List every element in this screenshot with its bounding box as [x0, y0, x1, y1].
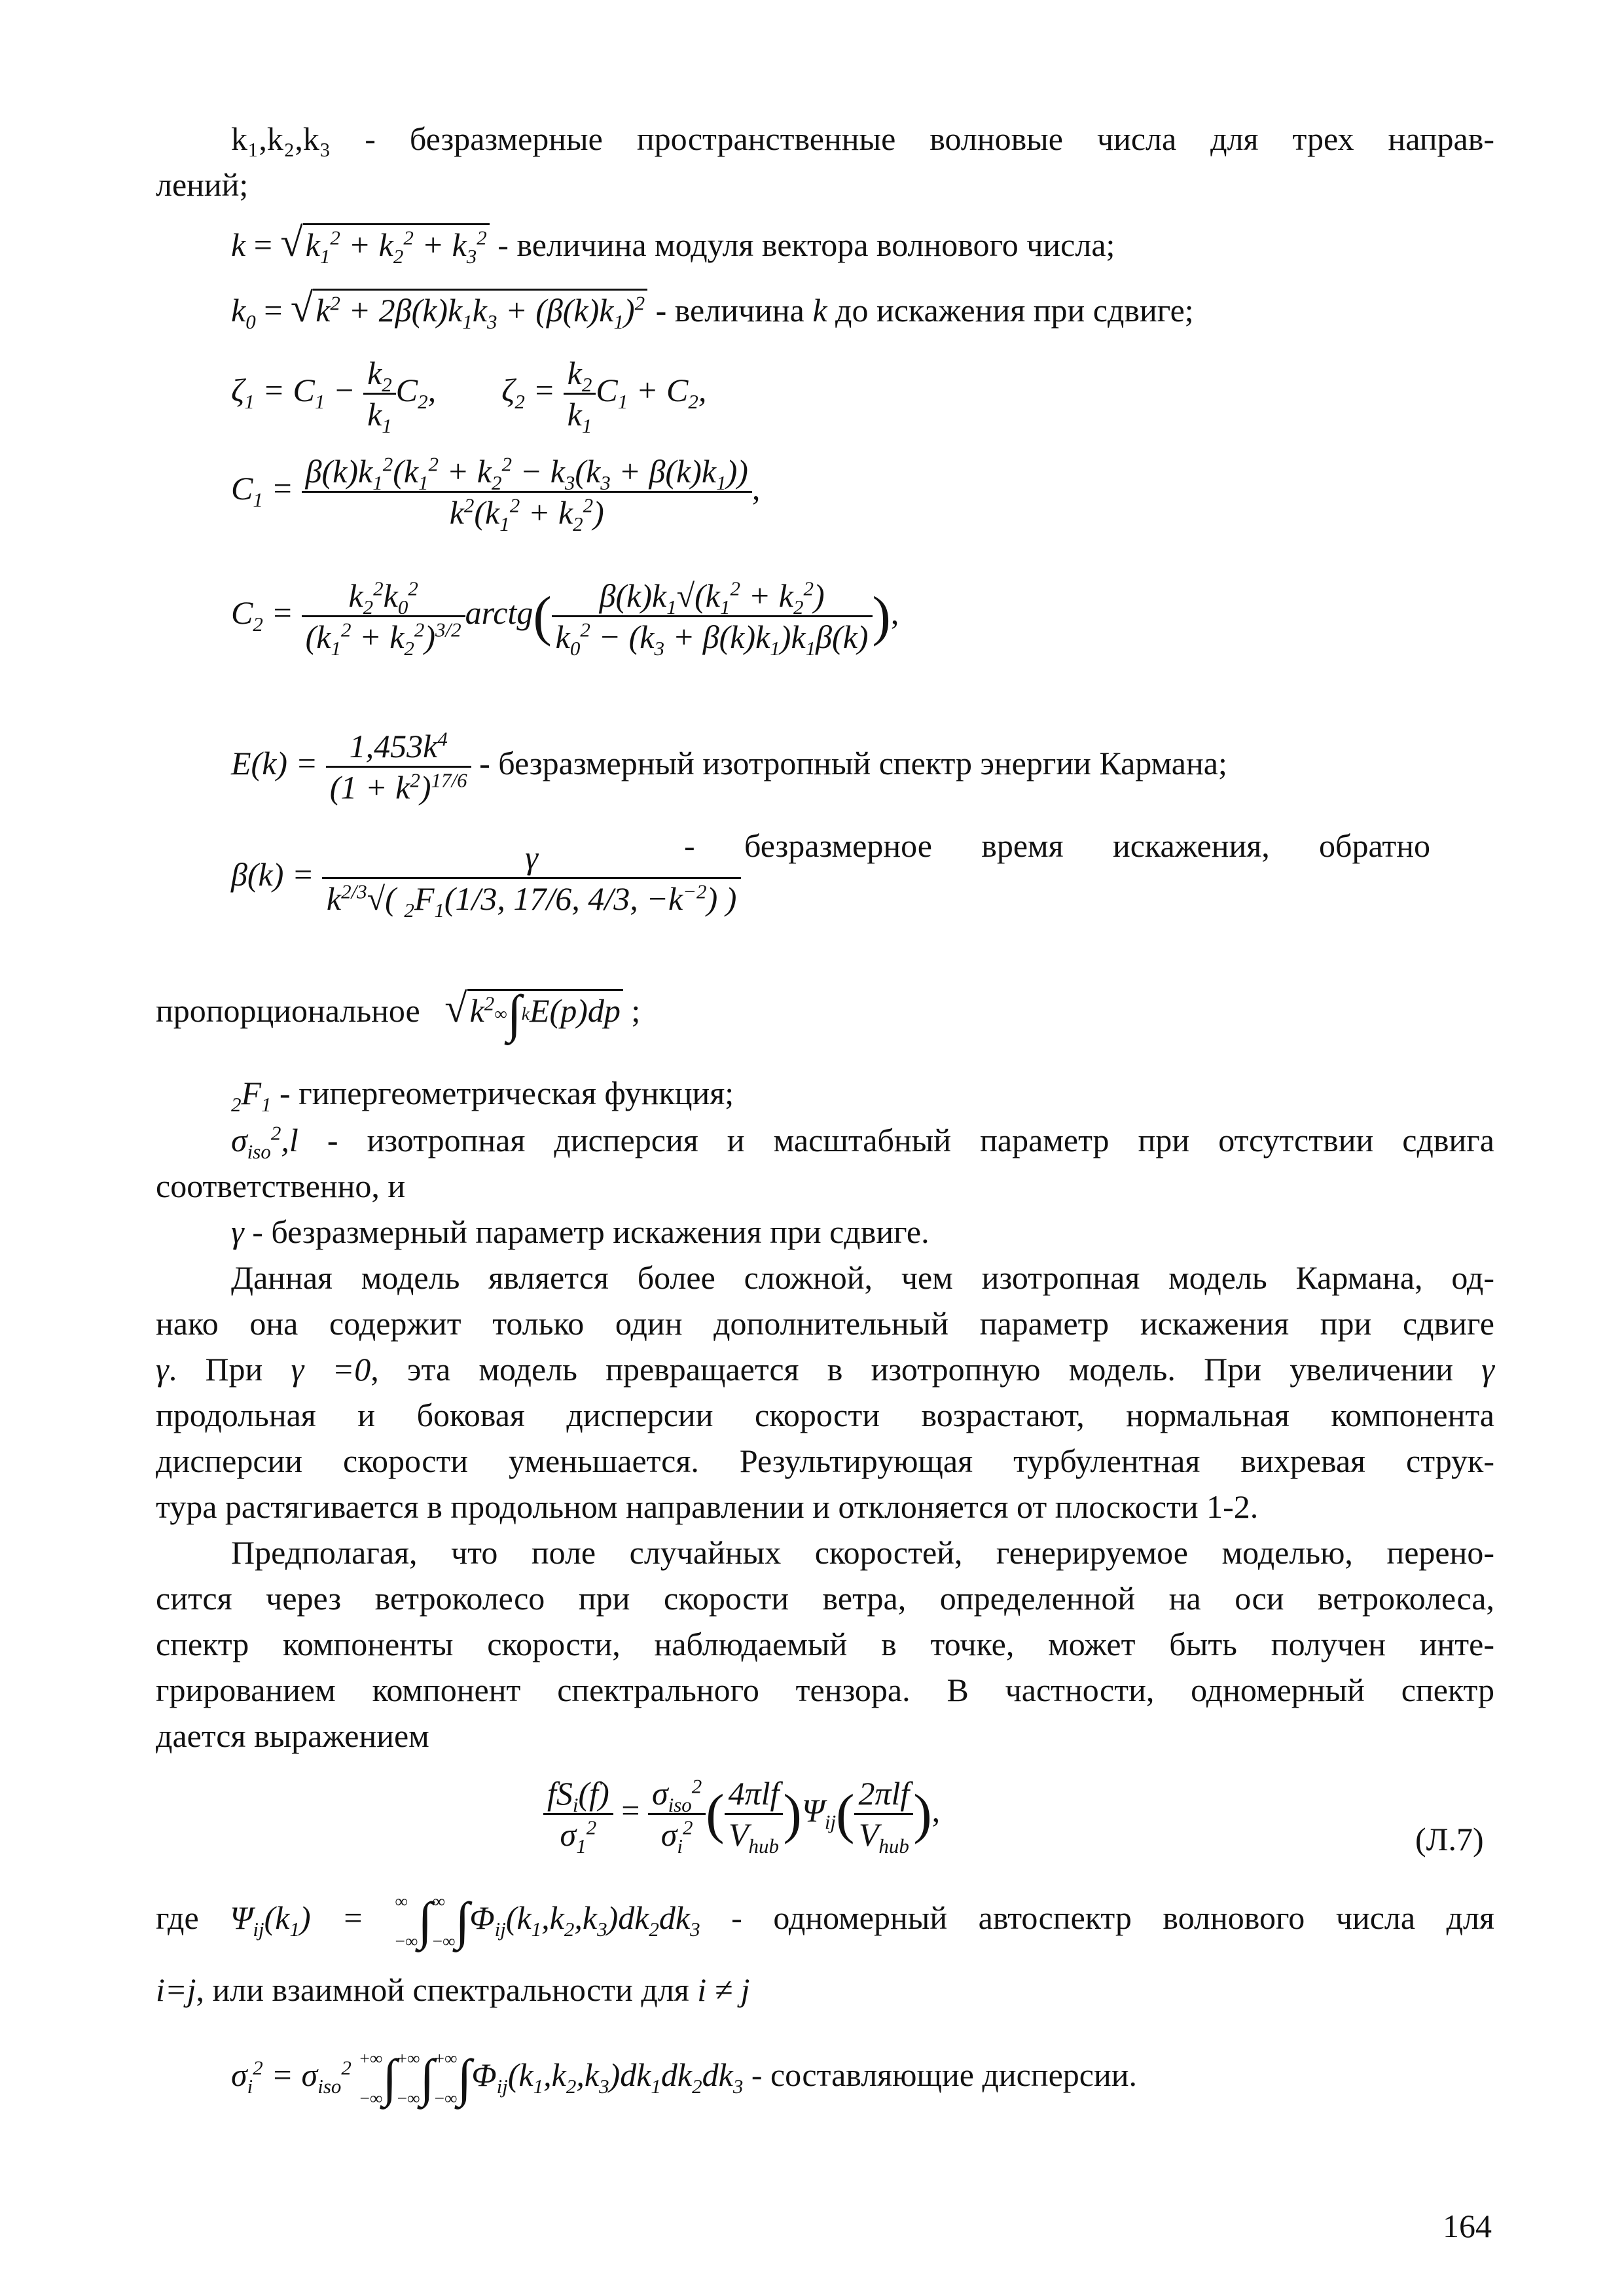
formula-c2: $C_2$ = $\frac{k_2^2k_0^2}{(k_1^2 + k_2^2)^{3/2}}$ arctg( $\frac{\beta(k)k_1√(k_1^2 + k_2^2)}{k_0^2 - (k_3 + \beta(k)k_1)k_1\beta(k)}$ ),	[231, 577, 899, 660]
formula-k: $k = √k_1^2 + k_2^2 + k_3^2$ - величина модуля вектора волнового числа;	[231, 219, 1115, 268]
paragraph-line: спектр компоненты скорости, наблюдаемый в точке, может быть получен инте-	[156, 1626, 1494, 1662]
formula-l7: $\frac{fS_i(f)}{\sigma_1^2}$ = $\frac{\sigma_{iso}^2}{\sigma_i^2}$ ( $\frac{\text{4πlf}}{V_{hub}}$ )$\Psi_{ij}$( $\frac{\text{2πlf}}{V_{hub}}$ ),	[543, 1774, 940, 1854]
paragraph-line: Данная модель является более сложной, чем изотропная модель Кармана, од-	[231, 1259, 1494, 1296]
paragraph-line: дисперсии скорости уменьшается. Результирующая турбулентная вихревая струк-	[156, 1443, 1494, 1479]
text-line: γ - безразмерный параметр искажения при сдвиге.	[231, 1213, 929, 1250]
text-line: $\sigma_{iso}^2,l$ - изотропная дисперсия и масштабный параметр при отсутствии сдвига	[231, 1121, 1494, 1163]
text-line: соответственно, и	[156, 1168, 406, 1204]
paragraph-line: продольная и боковая дисперсии скорости возрастают, нормальная компонента	[156, 1397, 1494, 1433]
formula-c1: $C_1$ = $\frac{\beta(k)k_1^2(k_1^2 + k_2^2 - k_3(k_3 + \beta(k)k_1))}{k^2(k_1^2 + k_2^2)}$ ,	[231, 452, 761, 535]
formula-sigma-i: $\sigma_i^2 = \sigma_{iso}^2$ +∞ −∞∫+∞ −∞∫+∞ $-\infty\int\Phi_{ij}(k_1,k_2,k_3)dk_1dk_2dk_3$ - составляющие дисперсии.	[231, 2048, 1138, 2108]
formula-e: E(k) = $\frac{1,453k^4}{(1 + k^2)^{17/6}}$ - безразмерный изотропный спектр энергии Кармана;	[231, 727, 1227, 806]
text-line: $_2F_1$ - гипергеометрическая функция;	[231, 1075, 734, 1116]
text-line: пропорциональное $√k^2\infty\int kE(p)dp$ ;	[156, 985, 641, 1043]
formula-beta: β(k) = $\frac{\gamma}{k^{2/3}√( _2F_1(1/3, 17/6, 4/3, -k^{-2}) )}$	[231, 838, 741, 918]
text-line: i=j, или взаимной спектральности для i ≠ j	[156, 1971, 750, 2008]
text-line: лений;	[156, 166, 249, 203]
page-number: 164	[1443, 2208, 1492, 2244]
paragraph-line: тура растягивается в продольном направлении и отклоняется от плоскости 1-2.	[156, 1488, 1259, 1525]
paragraph-line: грированием компонент спектрального тензора. В частности, одномерный спектр	[156, 1672, 1494, 1708]
paragraph-line: нако она содержит только один дополнительный параметр искажения при сдвиге	[156, 1305, 1494, 1342]
paragraph-line: γ. При γ =0, эта модель превращается в изотропную модель. При увеличении γ	[156, 1351, 1494, 1388]
formula-zeta: $\zeta_1 = C_1$ − $\frac{k_2}{k_1}$ $C_2$, $\zeta_2$ = $\frac{k_2}{k_1}$ $C_1 + C_2$,	[231, 355, 707, 437]
formula-k0: $k_0 = √k^2 + 2\beta(k)k_1k_3 + (\beta(k)k_1)^2$ - величина k до искажения при сдвиге;	[231, 285, 1194, 333]
text-line: - безразмерное время искажения, обратно	[684, 827, 1430, 864]
text-line: где $\Psi_{ij}(k_1)$ = ∞ −∞∫∞ $-\infty\int\Phi_{ij}(k_1,k_2,k_3)dk_2dk_3$ - одномерный автоспектр волнового числа для	[156, 1891, 1494, 1951]
paragraph-line: дается выражением	[156, 1717, 429, 1754]
text-line: k₁,k₂,k₃ - безразмерные пространственные волновые числа для трех направ-	[231, 120, 1494, 157]
paragraph-line: Предполагая, что поле случайных скоростей, генерируемое моделью, перено-	[231, 1534, 1494, 1571]
equation-label: (Л.7)	[1415, 1821, 1484, 1857]
paragraph-line: сится через ветроколесо при скорости ветра, определенной на оси ветроколеса,	[156, 1580, 1494, 1617]
